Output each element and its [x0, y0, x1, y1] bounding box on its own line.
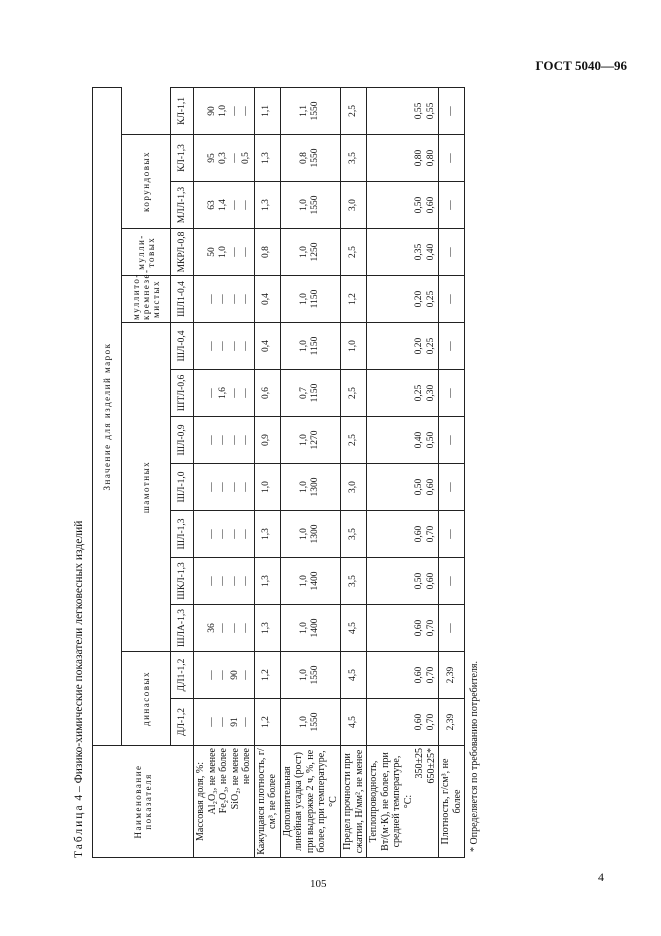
grade-header: ШЛ-0,9	[171, 417, 194, 464]
value-line: 0,40	[414, 431, 424, 449]
value-line: 0,7	[298, 387, 309, 399]
value-line: 0,4	[261, 293, 272, 305]
grade-header: ШЛ-0,4	[171, 323, 194, 370]
value-cell	[194, 276, 255, 323]
value-line: 0,60	[414, 619, 424, 637]
value-line: 0,5	[241, 152, 251, 164]
value-line: —	[445, 482, 456, 492]
value-line: 1,0	[298, 575, 309, 587]
value-line: —	[218, 576, 228, 586]
value-line: 0,70	[425, 666, 436, 684]
value-cell	[254, 276, 280, 323]
value-line: —	[445, 247, 456, 257]
value-line: —	[218, 670, 228, 680]
value-cell	[367, 276, 439, 323]
value-cell	[341, 699, 367, 746]
value-line: —	[445, 341, 456, 351]
row-label	[280, 746, 341, 858]
table-container	[64, 88, 628, 858]
value-line: 0,30	[425, 384, 436, 402]
table-footnote: * Определяется по требованию потребителя.	[469, 660, 480, 852]
value-line: —	[241, 717, 251, 727]
value-cell	[341, 558, 367, 605]
value-cell	[280, 276, 341, 323]
value-cell	[367, 464, 439, 511]
value-cell	[341, 464, 367, 511]
value-line: 0,50	[414, 572, 424, 590]
value-line: 3,5	[347, 575, 358, 587]
value-cell	[280, 511, 341, 558]
value-cell	[439, 182, 465, 229]
row-label-line: Плотность, г/см³, не более	[440, 758, 463, 845]
value-line: 1,2	[261, 669, 272, 681]
value-line: —	[445, 435, 456, 445]
group-header: корундовых	[122, 135, 171, 229]
value-line: 1,1	[261, 105, 272, 117]
value-line: —	[206, 435, 217, 445]
value-line: 1,2	[347, 293, 358, 305]
value-line: 0,25	[425, 290, 436, 308]
value-line: 0,55	[425, 102, 436, 120]
value-cell	[341, 229, 367, 276]
value-line: —	[229, 153, 240, 163]
value-line: 1550	[310, 148, 321, 168]
row-label	[439, 746, 465, 858]
value-cell	[280, 464, 341, 511]
value-line: —	[218, 435, 228, 445]
grade-header: ШКЛ-1,3	[171, 558, 194, 605]
value-line: 1,0	[298, 481, 309, 493]
value-cell	[194, 464, 255, 511]
value-line: —	[206, 529, 217, 539]
page-number-right: 4	[598, 870, 604, 884]
value-cell	[280, 229, 341, 276]
value-cell	[367, 370, 439, 417]
row-label-line: 650±25*	[425, 748, 437, 784]
value-line: —	[218, 341, 228, 351]
value-cell	[194, 229, 255, 276]
value-cell	[194, 370, 255, 417]
value-line: —	[241, 294, 251, 304]
table-row	[367, 87, 439, 857]
value-line: 2,39	[445, 666, 456, 684]
value-line: 4,5	[347, 669, 358, 681]
value-cell	[280, 323, 341, 370]
value-line: 1150	[310, 383, 321, 403]
value-line: 1150	[310, 289, 321, 309]
group-header: муллито-кремнезе-мистых	[122, 276, 171, 323]
value-line: 1,6	[218, 387, 228, 399]
value-line: 0,50	[414, 196, 424, 214]
value-cell	[254, 182, 280, 229]
value-line: —	[218, 623, 228, 633]
value-line: —	[229, 247, 240, 257]
value-line: 0,6	[261, 387, 272, 399]
page-number-left: 105	[310, 878, 327, 890]
value-cell	[194, 511, 255, 558]
value-line: —	[241, 482, 251, 492]
row-label-line: Дополнительная линейная усадка (рост) при выдержке 2 ч, %, не более, при температуре, °С	[281, 749, 339, 854]
value-cell	[280, 558, 341, 605]
value-line: 2,5	[347, 105, 358, 117]
value-cell	[341, 370, 367, 417]
value-cell	[341, 323, 367, 370]
value-line: 1,0	[298, 199, 309, 211]
value-cell	[254, 417, 280, 464]
value-line: —	[229, 482, 240, 492]
value-cell	[280, 87, 341, 134]
value-line: 1250	[310, 242, 321, 262]
value-line: 1,0	[298, 293, 309, 305]
value-line: 1,0	[298, 434, 309, 446]
value-line: —	[241, 247, 251, 257]
value-cell	[439, 558, 465, 605]
value-cell	[254, 558, 280, 605]
value-cell	[367, 605, 439, 652]
column-header-values: Значение для изделий марок	[93, 87, 122, 745]
row-label-line: Кажущаяся плотность, г/см³, не более	[255, 748, 278, 855]
value-line: 1,3	[261, 152, 272, 164]
value-line: 0,4	[261, 340, 272, 352]
value-cell	[280, 417, 341, 464]
value-line: 3,0	[347, 199, 358, 211]
value-line: —	[229, 200, 240, 210]
value-line: 1,0	[298, 622, 309, 634]
value-line: 1270	[310, 430, 321, 450]
value-line: 1,3	[261, 622, 272, 634]
value-cell	[439, 652, 465, 699]
value-line: —	[229, 341, 240, 351]
value-line: —	[206, 576, 217, 586]
value-line: 0,50	[414, 478, 424, 496]
value-line: 2,5	[347, 434, 358, 446]
value-cell	[367, 87, 439, 134]
row-label-line: Предел прочности при сжатии, Н/мм², не менее	[342, 749, 365, 854]
value-line: 1550	[310, 101, 321, 121]
value-line: 50	[206, 247, 217, 257]
value-line: 1300	[310, 524, 321, 544]
value-line: 4,5	[347, 716, 358, 728]
value-line: 2,5	[347, 246, 358, 258]
grade-header: ШТЛ-0,6	[171, 370, 194, 417]
value-cell	[194, 135, 255, 182]
value-line: —	[241, 435, 251, 445]
value-cell	[254, 323, 280, 370]
value-line: 4,5	[347, 622, 358, 634]
table-row	[439, 87, 465, 857]
value-line: 0,60	[425, 478, 436, 496]
table-caption	[70, 88, 88, 858]
row-label-line: Массовая доля, %:	[195, 762, 206, 841]
table-row	[254, 87, 280, 857]
properties-table	[92, 87, 465, 858]
value-line: —	[206, 670, 217, 680]
grade-header: КЛ-1,1	[171, 87, 194, 134]
value-cell	[194, 699, 255, 746]
value-line: 0,60	[414, 713, 424, 731]
value-line: —	[218, 482, 228, 492]
column-header-name: Наименование показателя	[93, 746, 194, 858]
grade-header: ДЛ-1,2	[171, 699, 194, 746]
value-line: 1550	[310, 712, 321, 732]
value-cell	[367, 511, 439, 558]
value-line: —	[241, 670, 251, 680]
value-cell	[194, 417, 255, 464]
value-line: —	[218, 717, 228, 727]
value-line: —	[241, 106, 251, 116]
value-line: 0,50	[425, 431, 436, 449]
value-line: 0,60	[414, 525, 424, 543]
value-line: 0,8	[261, 246, 272, 258]
value-line: 91	[229, 717, 240, 727]
value-line: 95	[206, 153, 217, 163]
row-label	[341, 746, 367, 858]
value-line: —	[206, 482, 217, 492]
value-cell	[367, 229, 439, 276]
value-line: 36	[206, 623, 217, 633]
value-cell	[439, 417, 465, 464]
value-line: —	[241, 341, 251, 351]
value-line: 90	[206, 106, 217, 116]
value-line: 0,80	[425, 149, 436, 167]
value-line: —	[241, 388, 251, 398]
value-line: —	[445, 153, 456, 163]
value-line: 0,20	[414, 337, 424, 355]
row-label-line: Al₂O₃, не менее	[206, 748, 218, 815]
group-header: шамотных	[122, 323, 171, 652]
value-cell	[280, 370, 341, 417]
value-line: 0,60	[425, 196, 436, 214]
value-line: —	[206, 388, 217, 398]
value-line: —	[241, 623, 251, 633]
row-label-line: Теплопроводность, Вт/(м·К), не более, при средней температуре, °С:	[368, 752, 414, 851]
row-label-line: SiO₂, не менее	[229, 748, 241, 810]
value-line: —	[206, 294, 217, 304]
value-cell	[439, 323, 465, 370]
value-line: 3,5	[347, 528, 358, 540]
table-row	[280, 87, 341, 857]
value-cell	[254, 229, 280, 276]
value-line: 1550	[310, 195, 321, 215]
value-cell	[341, 276, 367, 323]
value-cell	[254, 652, 280, 699]
value-cell	[280, 699, 341, 746]
grade-header: КЛ-1,3	[171, 135, 194, 182]
value-line: 1,0	[218, 105, 228, 117]
value-cell	[280, 605, 341, 652]
value-line: —	[218, 294, 228, 304]
group-header: динасовых	[122, 652, 171, 746]
value-line: —	[229, 623, 240, 633]
row-label-line: Fe₂O₃, не более	[218, 748, 229, 814]
value-cell	[439, 229, 465, 276]
value-line: —	[445, 529, 456, 539]
value-line: 3,0	[347, 481, 358, 493]
value-line: 2,5	[347, 387, 358, 399]
value-line: 0,80	[414, 149, 424, 167]
value-line: 1,0	[298, 340, 309, 352]
value-cell	[341, 417, 367, 464]
table-row	[341, 87, 367, 857]
value-cell	[439, 605, 465, 652]
row-label	[367, 746, 439, 858]
value-cell	[367, 323, 439, 370]
value-cell	[367, 558, 439, 605]
value-line: 1,3	[261, 528, 272, 540]
value-line: 0,70	[425, 713, 436, 731]
value-cell	[254, 511, 280, 558]
value-line: 0,35	[414, 243, 424, 261]
value-line: 3,5	[347, 152, 358, 164]
value-cell	[254, 135, 280, 182]
value-cell	[280, 652, 341, 699]
value-cell	[367, 135, 439, 182]
rotated-table-area	[64, 88, 628, 858]
value-cell	[254, 87, 280, 134]
value-cell	[439, 87, 465, 134]
value-line: —	[229, 388, 240, 398]
value-line: —	[445, 576, 456, 586]
value-line: 1,0	[298, 716, 309, 728]
row-label-line: 350±25	[414, 748, 425, 779]
table-row	[194, 87, 255, 857]
value-line: —	[445, 106, 456, 116]
value-cell	[194, 182, 255, 229]
grade-header: ШЛА-1,3	[171, 605, 194, 652]
value-line: 0,8	[298, 152, 309, 164]
value-line: 1400	[310, 571, 321, 591]
value-line: —	[229, 529, 240, 539]
value-line: 0,20	[414, 290, 424, 308]
value-line: —	[241, 529, 251, 539]
value-line: —	[445, 623, 456, 633]
grade-header: ШЛ-1,3	[171, 511, 194, 558]
value-line: 0,60	[414, 666, 424, 684]
value-cell	[367, 699, 439, 746]
value-cell	[254, 464, 280, 511]
value-line: 1150	[310, 336, 321, 356]
value-line: 0,70	[425, 619, 436, 637]
value-line: 1550	[310, 665, 321, 685]
value-cell	[367, 652, 439, 699]
value-cell	[341, 652, 367, 699]
value-line: —	[218, 529, 228, 539]
value-cell	[341, 87, 367, 134]
value-cell	[367, 417, 439, 464]
value-cell	[341, 511, 367, 558]
value-cell	[194, 87, 255, 134]
value-line: 1,3	[261, 575, 272, 587]
value-cell	[254, 699, 280, 746]
grade-header: МКРЛ-0,8	[171, 229, 194, 276]
value-line: —	[229, 106, 240, 116]
value-line: —	[241, 200, 251, 210]
value-cell	[439, 511, 465, 558]
value-line: 1,3	[261, 199, 272, 211]
value-line: 1,0	[347, 340, 358, 352]
value-line: 1,0	[261, 481, 272, 493]
value-line: 1,1	[298, 105, 309, 117]
value-line: —	[229, 435, 240, 445]
value-line: 63	[206, 200, 217, 210]
value-line: 1,4	[218, 199, 228, 211]
value-cell	[341, 135, 367, 182]
value-cell	[439, 135, 465, 182]
value-line: —	[445, 294, 456, 304]
standard-number: ГОСТ 5040—96	[535, 58, 627, 73]
value-line: 0,60	[425, 572, 436, 590]
value-cell	[439, 464, 465, 511]
value-cell	[194, 605, 255, 652]
value-cell	[194, 652, 255, 699]
group-header: мулли-товых	[122, 229, 171, 276]
value-cell	[194, 323, 255, 370]
row-label	[194, 746, 255, 858]
value-cell	[341, 605, 367, 652]
grade-header: МЛЛ-1,3	[171, 182, 194, 229]
value-cell	[439, 276, 465, 323]
value-line: —	[229, 576, 240, 586]
value-line: 0,55	[414, 102, 424, 120]
value-line: 0,9	[261, 434, 272, 446]
value-cell	[367, 182, 439, 229]
caption-prefix: Таблица	[73, 803, 85, 858]
value-line: —	[445, 388, 456, 398]
value-cell	[280, 182, 341, 229]
value-line: —	[445, 200, 456, 210]
value-line: 0,70	[425, 525, 436, 543]
value-line: —	[241, 576, 251, 586]
value-line: 1300	[310, 477, 321, 497]
value-cell	[254, 605, 280, 652]
grade-header: ДЛ1-1,2	[171, 652, 194, 699]
value-line: 90	[229, 670, 240, 680]
caption-text: 4 – Физико-химические показатели легковесных изделий	[73, 520, 85, 801]
value-line: 1400	[310, 618, 321, 638]
value-line: 0,3	[218, 152, 228, 164]
value-line: 1,0	[298, 669, 309, 681]
value-cell	[254, 370, 280, 417]
value-line: —	[206, 717, 217, 727]
row-label-line: не более	[241, 748, 252, 785]
value-line: 0,25	[425, 337, 436, 355]
value-cell	[439, 699, 465, 746]
value-cell	[439, 370, 465, 417]
value-line: 1,2	[261, 716, 272, 728]
value-line: 0,40	[425, 243, 436, 261]
value-line: 2,39	[445, 713, 456, 731]
grade-header: ШЛ1-0,4	[171, 276, 194, 323]
value-cell	[280, 135, 341, 182]
value-line: —	[206, 341, 217, 351]
value-line: 1,0	[218, 246, 228, 258]
row-label	[254, 746, 280, 858]
value-line: —	[229, 294, 240, 304]
grade-header: ШЛ-1,0	[171, 464, 194, 511]
value-cell	[194, 558, 255, 605]
value-cell	[341, 182, 367, 229]
value-line: 1,0	[298, 246, 309, 258]
value-line: 0,25	[414, 384, 424, 402]
value-line: 1,0	[298, 528, 309, 540]
